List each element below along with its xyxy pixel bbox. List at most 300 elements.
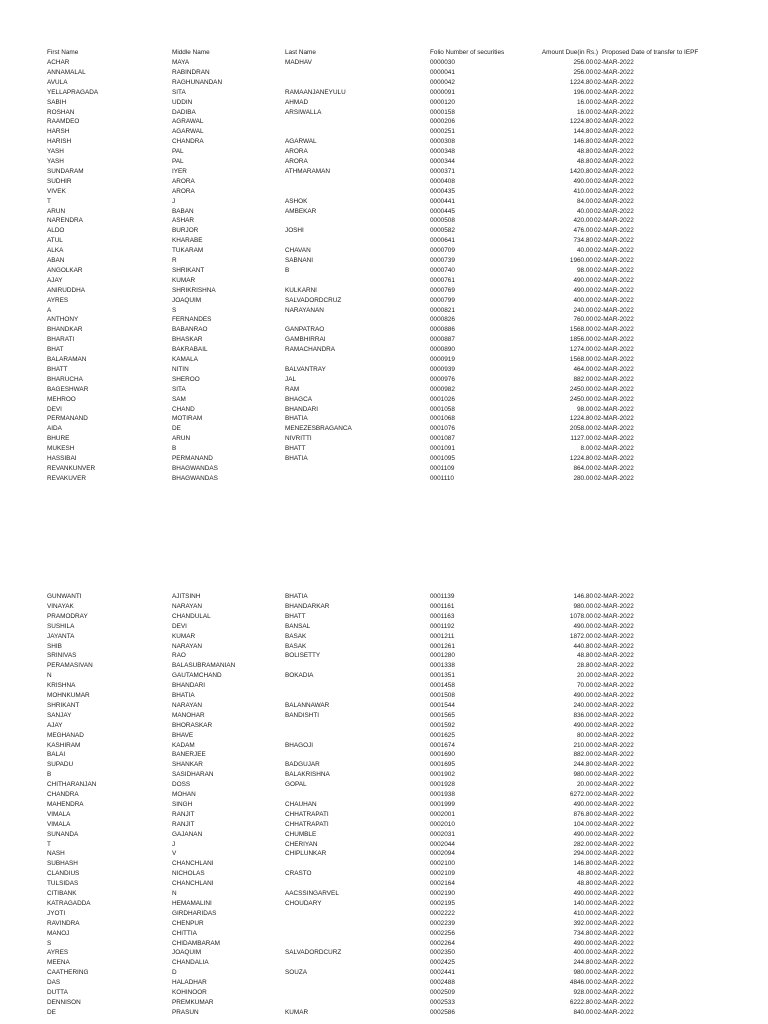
cell-amount: 20.00 <box>577 781 593 789</box>
cell-middle: MOTIRAM <box>172 415 203 423</box>
table-row <box>0 671 768 681</box>
cell-amount: 28.80 <box>577 662 593 670</box>
cell-date: 02-MAR-2022 <box>594 741 634 749</box>
cell-folio: 0001091 <box>430 445 455 453</box>
cell-first: DE <box>47 1008 56 1016</box>
table-row <box>0 296 768 306</box>
table-row <box>0 889 768 899</box>
table-row <box>0 464 768 474</box>
cell-amount: 6272.00 <box>569 791 593 798</box>
cell-date: 02-MAR-2022 <box>594 138 634 146</box>
cell-first: AJAY <box>47 721 63 729</box>
cell-middle: MOHAN <box>172 791 196 798</box>
cell-date: 02-MAR-2022 <box>594 593 634 600</box>
cell-date: 02-MAR-2022 <box>594 692 634 699</box>
cell-middle: B <box>172 445 177 453</box>
cell-middle: HEMAMALINI <box>172 899 212 907</box>
cell-middle: RAGHUNANDAN <box>172 78 223 86</box>
cell-folio: 0000348 <box>430 148 455 156</box>
cell-middle: CHANDULAL <box>172 612 211 620</box>
cell-first: PERAMASIVAN <box>47 662 93 670</box>
cell-folio: 0002109 <box>430 870 455 878</box>
cell-middle: SHEROO <box>172 375 200 383</box>
cell-folio: 0000582 <box>430 227 455 235</box>
table-row <box>0 355 768 365</box>
cell-date: 02-MAR-2022 <box>594 266 634 274</box>
cell-amount: 20.00 <box>577 672 593 680</box>
cell-middle: RABINDRAN <box>172 68 210 76</box>
table-row <box>0 948 768 958</box>
cell-amount: 464.00 <box>573 365 593 373</box>
cell-amount: 1274.00 <box>569 346 593 354</box>
cell-last: MENEZESBRAGANCA <box>285 425 352 433</box>
cell-amount: 392.00 <box>573 919 593 927</box>
cell-first: SUNANDA <box>47 830 79 838</box>
table-row <box>0 127 768 137</box>
cell-folio: 0000886 <box>430 326 455 334</box>
cell-first: VIMALA <box>47 820 71 828</box>
cell-first: ARUN <box>47 207 66 215</box>
cell-amount: 6222.80 <box>569 998 593 1006</box>
table-row <box>0 929 768 939</box>
cell-middle: BABANRAO <box>172 326 208 334</box>
cell-first: BALARAMAN <box>47 356 87 363</box>
table-row <box>0 197 768 207</box>
cell-folio: 0002441 <box>430 969 455 977</box>
cell-amount: 256.00 <box>573 59 593 66</box>
cell-amount: 1568.00 <box>569 326 593 334</box>
cell-date: 02-MAR-2022 <box>594 336 634 344</box>
cell-folio: 0001058 <box>430 405 455 413</box>
cell-date: 02-MAR-2022 <box>594 909 634 917</box>
table-row <box>0 405 768 415</box>
cell-middle: D <box>172 969 177 977</box>
table-row <box>0 632 768 642</box>
cell-first: MEGHANAD <box>47 731 84 739</box>
cell-date: 02-MAR-2022 <box>594 632 634 640</box>
cell-first: HARSH <box>47 128 70 136</box>
cell-first: MUKESH <box>47 445 75 453</box>
cell-folio: 0000769 <box>430 286 455 294</box>
cell-date: 02-MAR-2022 <box>594 830 634 838</box>
cell-folio: 0000739 <box>430 257 455 264</box>
cell-middle: GAUTAMCHAND <box>172 672 222 680</box>
cell-middle: MANOHAR <box>172 711 205 719</box>
cell-amount: 280.00 <box>573 474 593 482</box>
header-date: Proposed Date of transfer to IEPF <box>602 49 699 56</box>
table-row <box>0 365 768 375</box>
cell-first: JYOTI <box>47 909 66 917</box>
table-row <box>0 661 768 671</box>
cell-folio: 0001674 <box>430 741 455 749</box>
cell-folio: 0001592 <box>430 721 455 729</box>
cell-date: 02-MAR-2022 <box>594 237 634 245</box>
cell-date: 02-MAR-2022 <box>594 296 634 304</box>
cell-date: 02-MAR-2022 <box>594 365 634 373</box>
table-row <box>0 98 768 108</box>
cell-date: 02-MAR-2022 <box>594 385 634 393</box>
cell-first: AJAY <box>47 276 63 284</box>
cell-amount: 1420.80 <box>569 167 593 175</box>
cell-folio: 0000890 <box>430 346 455 354</box>
cell-middle: J <box>172 840 176 848</box>
cell-last: CRASTO <box>285 870 312 878</box>
cell-last: BALAKRISHNA <box>285 771 330 779</box>
cell-date: 02-MAR-2022 <box>594 791 634 798</box>
cell-amount: 144.80 <box>573 128 593 136</box>
cell-first: BHATT <box>47 365 68 373</box>
cell-folio: 0002425 <box>430 959 455 967</box>
cell-folio: 0000887 <box>430 336 455 344</box>
cell-folio: 0000435 <box>430 187 455 195</box>
cell-folio: 0000799 <box>430 296 455 304</box>
table-row <box>0 731 768 741</box>
cell-first: AIDA <box>47 425 62 433</box>
cell-date: 02-MAR-2022 <box>594 98 634 106</box>
cell-folio: 0002044 <box>430 840 455 848</box>
cell-amount: 8.00 <box>580 445 593 453</box>
table-row <box>0 335 768 345</box>
cell-date: 02-MAR-2022 <box>594 682 634 690</box>
cell-date: 02-MAR-2022 <box>594 128 634 136</box>
cell-middle: AJITSINH <box>172 593 201 600</box>
cell-folio: 0001026 <box>430 395 455 403</box>
cell-date: 02-MAR-2022 <box>594 850 634 858</box>
table-row <box>0 919 768 929</box>
cell-amount: 490.00 <box>573 177 593 185</box>
cell-last: CHHATRAPATI <box>285 810 329 818</box>
cell-date: 02-MAR-2022 <box>594 326 634 334</box>
cell-date: 02-MAR-2022 <box>594 949 634 957</box>
cell-folio: 0000408 <box>430 177 455 185</box>
cell-first: VIMALA <box>47 810 71 818</box>
cell-middle: JOAQUIM <box>172 949 202 957</box>
table-row <box>0 395 768 405</box>
cell-amount: 980.00 <box>573 771 593 779</box>
table-row <box>0 276 768 286</box>
cell-first: CITIBANK <box>47 890 77 897</box>
cell-folio: 0001565 <box>430 711 455 719</box>
table-row <box>0 592 768 602</box>
table-row <box>0 849 768 859</box>
cell-amount: 4846.00 <box>569 979 593 987</box>
cell-middle: BALASUBRAMANIAN <box>172 662 236 670</box>
cell-middle: HALADHAR <box>172 979 207 987</box>
cell-last: ARORA <box>285 148 308 156</box>
cell-middle: BANERJEE <box>172 751 206 759</box>
cell-date: 02-MAR-2022 <box>594 939 634 947</box>
cell-first: BALAI <box>47 751 66 759</box>
cell-amount: 48.80 <box>577 652 593 660</box>
cell-first: SUDHIR <box>47 177 72 185</box>
table-row <box>0 939 768 949</box>
cell-date: 02-MAR-2022 <box>594 751 634 759</box>
cell-folio: 0002222 <box>430 909 455 917</box>
cell-first: CHANDRA <box>47 791 79 798</box>
cell-last: CHERIYAN <box>285 840 318 848</box>
table-row <box>0 790 768 800</box>
cell-amount: 1856.00 <box>569 336 593 344</box>
cell-folio: 0000030 <box>430 59 455 66</box>
cell-first: CHITHARANJAN <box>47 781 97 789</box>
table-row <box>0 830 768 840</box>
cell-middle: CHITTIA <box>172 929 197 937</box>
cell-first: NASH <box>47 850 65 858</box>
cell-date: 02-MAR-2022 <box>594 672 634 680</box>
cell-amount: 282.00 <box>573 840 593 848</box>
cell-last: BASAK <box>285 632 307 640</box>
cell-amount: 400.00 <box>573 949 593 957</box>
header-last-name: Last Name <box>285 49 316 56</box>
cell-last: BHATIA <box>285 415 308 423</box>
table-row <box>0 345 768 355</box>
cell-middle: NARAYAN <box>172 642 202 650</box>
cell-amount: 48.80 <box>577 158 593 165</box>
table-row <box>0 306 768 316</box>
cell-date: 02-MAR-2022 <box>594 781 634 789</box>
cell-folio: 0001508 <box>430 692 455 699</box>
table-row <box>0 434 768 444</box>
cell-amount: 490.00 <box>573 800 593 808</box>
cell-amount: 240.00 <box>573 306 593 314</box>
cell-folio: 0001109 <box>430 464 455 472</box>
cell-middle: RANJIT <box>172 820 195 828</box>
cell-date: 02-MAR-2022 <box>594 148 634 156</box>
cell-date: 02-MAR-2022 <box>594 642 634 650</box>
cell-folio: 0002586 <box>430 1008 455 1016</box>
cell-middle: IYER <box>172 167 187 175</box>
cell-first: SANJAY <box>47 711 72 719</box>
cell-folio: 0001211 <box>430 632 455 640</box>
cell-date: 02-MAR-2022 <box>594 207 634 215</box>
cell-folio: 0000251 <box>430 128 455 136</box>
cell-last: BALANNAWAR <box>285 701 330 709</box>
cell-folio: 0001087 <box>430 435 455 443</box>
cell-folio: 0001338 <box>430 662 455 670</box>
cell-last: NARAYANAN <box>285 306 324 314</box>
header-row <box>0 48 768 58</box>
cell-last: RAMAANJANEYULU <box>285 88 346 96</box>
cell-date: 02-MAR-2022 <box>594 652 634 660</box>
cell-first: ATUL <box>47 237 63 245</box>
cell-amount: 980.00 <box>573 969 593 977</box>
cell-folio: 0001095 <box>430 455 455 462</box>
cell-folio: 0001068 <box>430 415 455 423</box>
cell-amount: 490.00 <box>573 830 593 838</box>
cell-folio: 0000709 <box>430 247 455 255</box>
table-row <box>0 414 768 424</box>
cell-amount: 40.00 <box>577 207 593 215</box>
table-row <box>0 177 768 187</box>
cell-middle: NARAYAN <box>172 701 202 709</box>
table-row <box>0 978 768 988</box>
cell-middle: TUKARAM <box>172 247 204 255</box>
cell-folio: 0000120 <box>430 98 455 106</box>
cell-folio: 0000041 <box>430 68 455 76</box>
cell-middle: CHANCHLANI <box>172 880 214 888</box>
cell-folio: 0002350 <box>430 949 455 957</box>
cell-folio: 0002190 <box>430 890 455 897</box>
cell-amount: 196.00 <box>573 88 593 96</box>
cell-middle: S <box>172 306 177 314</box>
cell-amount: 1568.00 <box>569 356 593 363</box>
cell-folio: 0001076 <box>430 425 455 433</box>
cell-date: 02-MAR-2022 <box>594 870 634 878</box>
table-row <box>0 385 768 395</box>
cell-date: 02-MAR-2022 <box>594 217 634 225</box>
cell-first: SHRIKANT <box>47 701 80 709</box>
cell-amount: 40.00 <box>577 247 593 255</box>
cell-amount: 420.00 <box>573 217 593 225</box>
cell-middle: BHAVE <box>172 731 194 739</box>
cell-middle: PERMANAND <box>172 455 213 462</box>
cell-last: AMBEKAR <box>285 207 317 215</box>
cell-first: HASSIBAI <box>47 455 77 462</box>
cell-date: 02-MAR-2022 <box>594 602 634 610</box>
table-row <box>0 167 768 177</box>
cell-last: BALVANTRAY <box>285 365 326 373</box>
table-row <box>0 424 768 434</box>
cell-middle: BHANDARI <box>172 682 206 690</box>
table-row <box>0 108 768 118</box>
cell-date: 02-MAR-2022 <box>594 78 634 86</box>
cell-first: ALDO <box>47 227 65 235</box>
cell-date: 02-MAR-2022 <box>594 455 634 462</box>
cell-folio: 0001139 <box>430 593 455 600</box>
cell-first: DAS <box>47 979 61 987</box>
cell-first: KRISHNA <box>47 682 76 690</box>
cell-last: BANDISHTI <box>285 711 320 719</box>
cell-folio: 0000206 <box>430 118 455 126</box>
cell-first: MEHROO <box>47 395 76 403</box>
cell-middle: KHARABE <box>172 237 203 245</box>
table-row <box>0 117 768 127</box>
cell-date: 02-MAR-2022 <box>594 257 634 264</box>
cell-middle: BHAGWANDAS <box>172 474 218 482</box>
cell-folio: 0001695 <box>430 761 455 769</box>
cell-amount: 140.00 <box>573 899 593 907</box>
cell-last: CHIPLUNKAR <box>285 850 327 858</box>
cell-date: 02-MAR-2022 <box>594 395 634 403</box>
table-row <box>0 810 768 820</box>
cell-first: ABAN <box>47 257 65 264</box>
cell-date: 02-MAR-2022 <box>594 187 634 195</box>
cell-folio: 0001261 <box>430 642 455 650</box>
cell-folio: 0002264 <box>430 939 455 947</box>
cell-last: KUMAR <box>285 1008 309 1016</box>
cell-first: AYRES <box>47 949 69 957</box>
cell-middle: JOAQUIM <box>172 296 202 304</box>
cell-middle: BHATIA <box>172 692 195 699</box>
cell-folio: 0000308 <box>430 138 455 146</box>
cell-middle: RANJIT <box>172 810 195 818</box>
table-row <box>0 998 768 1008</box>
cell-first: YASH <box>47 158 64 165</box>
cell-amount: 476.00 <box>573 227 593 235</box>
cell-folio: 0002100 <box>430 860 455 868</box>
cell-last: GOPAL <box>285 781 307 789</box>
cell-first: REVANKUNVER <box>47 464 96 472</box>
cell-date: 02-MAR-2022 <box>594 306 634 314</box>
table-row <box>0 859 768 869</box>
cell-folio: 0001110 <box>430 474 454 482</box>
cell-folio: 0000641 <box>430 237 455 245</box>
cell-middle: SASIDHARAN <box>172 771 214 779</box>
cell-date: 02-MAR-2022 <box>594 860 634 868</box>
cell-middle: PREMKUMAR <box>172 998 214 1006</box>
cell-folio: 0000982 <box>430 385 455 393</box>
cell-date: 02-MAR-2022 <box>594 177 634 185</box>
cell-last: MADHAV <box>285 59 312 66</box>
table-row <box>0 612 768 622</box>
cell-amount: 490.00 <box>573 890 593 897</box>
cell-folio: 0000826 <box>430 316 455 324</box>
cell-middle: FERNANDES <box>172 316 212 324</box>
cell-folio: 0000344 <box>430 158 455 165</box>
cell-last: GAMBHIRRAI <box>285 336 326 344</box>
cell-middle: BHORASKAR <box>172 721 213 729</box>
cell-last: BHATIA <box>285 455 308 462</box>
cell-first: BHARUCHA <box>47 375 83 383</box>
cell-amount: 2058.00 <box>569 425 593 433</box>
cell-last: AGARWAL <box>285 138 317 146</box>
cell-folio: 0000441 <box>430 197 455 205</box>
cell-first: AVULA <box>47 78 68 86</box>
cell-first: GUNWANTI <box>47 593 82 600</box>
cell-amount: 244.80 <box>573 761 593 769</box>
cell-amount: 80.00 <box>577 731 593 739</box>
cell-date: 02-MAR-2022 <box>594 286 634 294</box>
cell-middle: DE <box>172 425 181 433</box>
cell-amount: 146.80 <box>573 138 593 146</box>
cell-amount: 400.00 <box>573 296 593 304</box>
table-row <box>0 226 768 236</box>
cell-first: SUSHILA <box>47 622 75 630</box>
cell-middle: BABAN <box>172 207 194 215</box>
cell-amount: 1872.00 <box>569 632 593 640</box>
table-row <box>0 216 768 226</box>
cell-last: BHANDARI <box>285 405 319 413</box>
cell-date: 02-MAR-2022 <box>594 435 634 443</box>
cell-date: 02-MAR-2022 <box>594 445 634 453</box>
cell-folio: 0001351 <box>430 672 455 680</box>
cell-first: T <box>47 840 51 848</box>
cell-middle: ARUN <box>172 435 191 443</box>
table-row <box>0 315 768 325</box>
cell-first: AYRES <box>47 296 69 304</box>
table-row <box>0 68 768 78</box>
cell-middle: DADIBA <box>172 108 196 116</box>
cell-middle: SAM <box>172 395 186 403</box>
cell-amount: 2450.00 <box>569 395 593 403</box>
cell-first: ANNAMALAL <box>47 68 86 76</box>
cell-first: SUBHASH <box>47 860 78 868</box>
cell-first: JAYANTA <box>47 632 75 640</box>
cell-date: 02-MAR-2022 <box>594 346 634 354</box>
cell-amount: 490.00 <box>573 939 593 947</box>
cell-folio: 0001161 <box>430 602 455 610</box>
cell-amount: 84.00 <box>577 197 593 205</box>
table-row <box>0 909 768 919</box>
cell-folio: 0000919 <box>430 356 455 363</box>
cell-first: SUPADU <box>47 761 74 769</box>
cell-last: RAM <box>285 385 300 393</box>
table-row <box>0 968 768 978</box>
cell-folio: 0002239 <box>430 919 455 927</box>
cell-date: 02-MAR-2022 <box>594 425 634 433</box>
cell-folio: 0000158 <box>430 108 455 116</box>
cell-amount: 440.80 <box>573 642 593 650</box>
